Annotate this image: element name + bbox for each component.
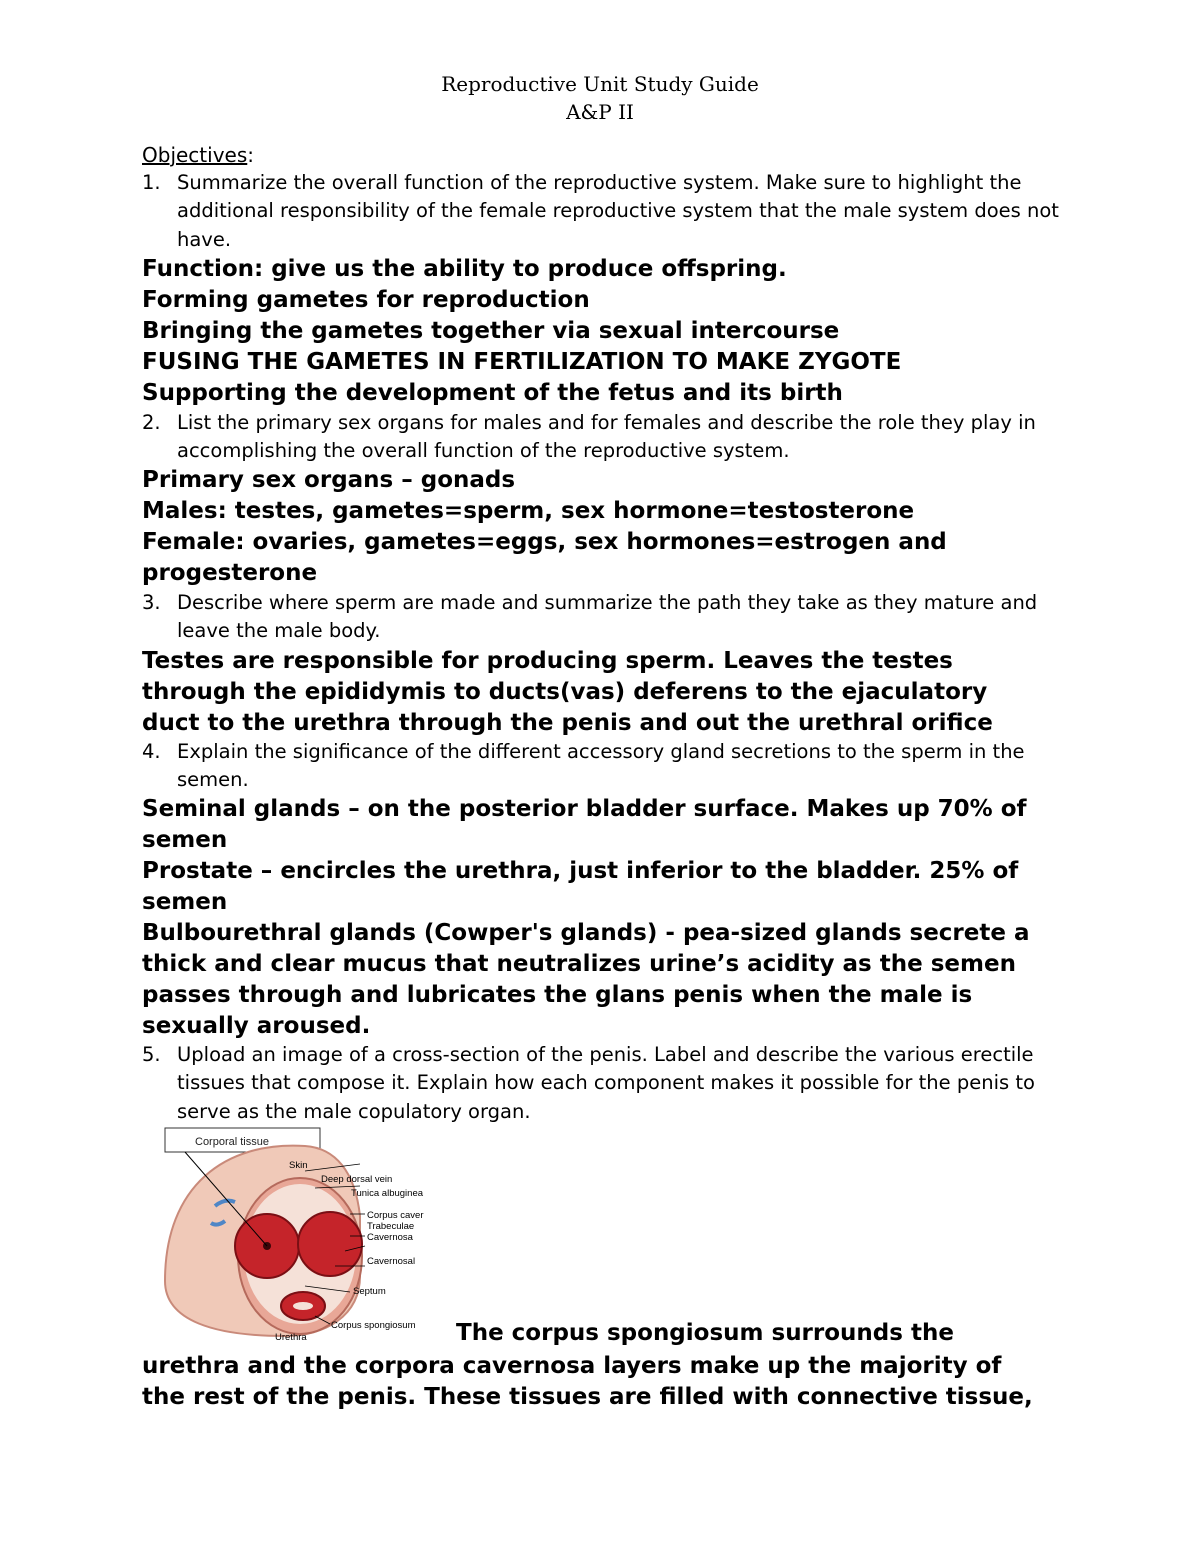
label-septum: Septum: [353, 1286, 386, 1297]
answer-line: Female: ovaries, gametes=eggs, sex hormones=estrogen and: [142, 529, 947, 555]
question-text: Summarize the overall function of the reproductive system. Make sure to highlight the additional responsibility of the female reproductive system that the male system does not have.: [177, 171, 1059, 251]
question-1: [142, 169, 1072, 254]
label-skin: Skin: [289, 1160, 308, 1171]
answer-2: [142, 465, 1072, 589]
document-title: Reproductive Unit Study Guide: [441, 72, 759, 96]
label-cavernosa: Cavernosa: [367, 1232, 413, 1243]
answer-line: Prostate – encircles the urethra, just inferior to the bladder. 25% of: [142, 858, 1019, 884]
answer-line: Males: testes, gametes=sperm, sex hormone=testosterone: [142, 498, 915, 524]
answer-5: [142, 1351, 1033, 1413]
label-deep-dorsal-vein: Deep dorsal vein: [321, 1174, 393, 1185]
label-cavernosal: Cavernosal: [367, 1256, 416, 1267]
answer-line: through the epididymis to ducts(vas) deferens to the ejaculatory: [142, 679, 988, 705]
question-3: [142, 589, 1072, 646]
penis-cross-section-diagram: [155, 1126, 455, 1344]
corpus-cavernosum-right: [298, 1212, 362, 1276]
urethra: [293, 1302, 313, 1310]
question-text: Upload an image of a cross-section of the penis. Label and describe the various erectile tissues that compose it. Explain how each component makes it possible for the penis to serve as the male copulatory organ.: [177, 1043, 1035, 1123]
question-text: Explain the significance of the different accessory gland secretions to the sperm in the semen.: [177, 740, 1025, 792]
answer-line: duct to the urethra through the penis and out the urethral orifice: [142, 710, 993, 736]
answer-line: Forming gametes for reproduction: [142, 287, 590, 313]
answer-line: Primary sex organs – gonads: [142, 467, 516, 493]
answer-5-line-1: The corpus spongiosum surrounds the: [456, 1320, 954, 1346]
answer-line: Testes are responsible for producing sperm. Leaves the testes: [142, 648, 953, 674]
question-number: 5.: [142, 1043, 161, 1066]
question-text: Describe where sperm are made and summarize the path they take as they mature and leave the male body.: [177, 591, 1038, 643]
label-tunica-albuginea: Tunica albuginea: [351, 1188, 424, 1199]
answer-line: Bringing the gametes together via sexual intercourse: [142, 318, 840, 344]
answer-1: [142, 254, 1072, 409]
answer-line: semen: [142, 889, 228, 915]
document-subtitle: A&P II: [566, 100, 634, 124]
question-number: 4.: [142, 740, 161, 763]
label-trabeculae: Trabeculae: [367, 1221, 415, 1232]
answer-line: thick and clear mucus that neutralizes urine’s acidity as the semen: [142, 951, 1016, 977]
answer-3: [142, 646, 1072, 739]
question-4: [142, 738, 1072, 795]
label-corpus-spongiosum: Corpus spongiosum: [331, 1320, 416, 1331]
question-text: List the primary sex organs for males and for females and describe the role they play in accomplishing the overall function of the reproductive system.: [177, 411, 1036, 463]
answer-line: Seminal glands – on the posterior bladder surface. Makes up 70% of: [142, 796, 1027, 822]
answer-line: Supporting the development of the fetus and its birth: [142, 380, 843, 406]
answer-line: passes through and lubricates the glans penis when the male is: [142, 982, 973, 1008]
answer-4: [142, 794, 1072, 1042]
answer-line: semen: [142, 827, 228, 853]
question-number: 2.: [142, 411, 161, 434]
question-number: 3.: [142, 591, 161, 614]
answer-line: Function: give us the ability to produce offspring.: [142, 256, 787, 282]
question-number: 1.: [142, 171, 161, 194]
answer-line: progesterone: [142, 560, 318, 586]
objectives-label: Objectives: [142, 143, 248, 167]
objectives-colon: :: [247, 143, 255, 167]
answer-line: FUSING THE GAMETES IN FERTILIZATION TO MAKE ZYGOTE: [142, 349, 902, 375]
objectives-heading: [142, 143, 254, 167]
answer-line: urethra and the corpora cavernosa layers make up the majority of: [142, 1353, 1002, 1379]
answer-line: sexually aroused.: [142, 1013, 371, 1039]
label-urethra: Urethra: [275, 1332, 307, 1343]
question-2: [142, 409, 1072, 466]
answer-line: the rest of the penis. These tissues are filled with connective tissue,: [142, 1384, 1033, 1410]
answer-line: Bulbourethral glands (Cowper's glands) - pea-sized glands secrete a: [142, 920, 1030, 946]
question-5: [142, 1041, 1072, 1126]
label-corpus-caver: Corpus caver: [367, 1210, 424, 1221]
diagram-header: Corporal tissue: [195, 1136, 269, 1148]
